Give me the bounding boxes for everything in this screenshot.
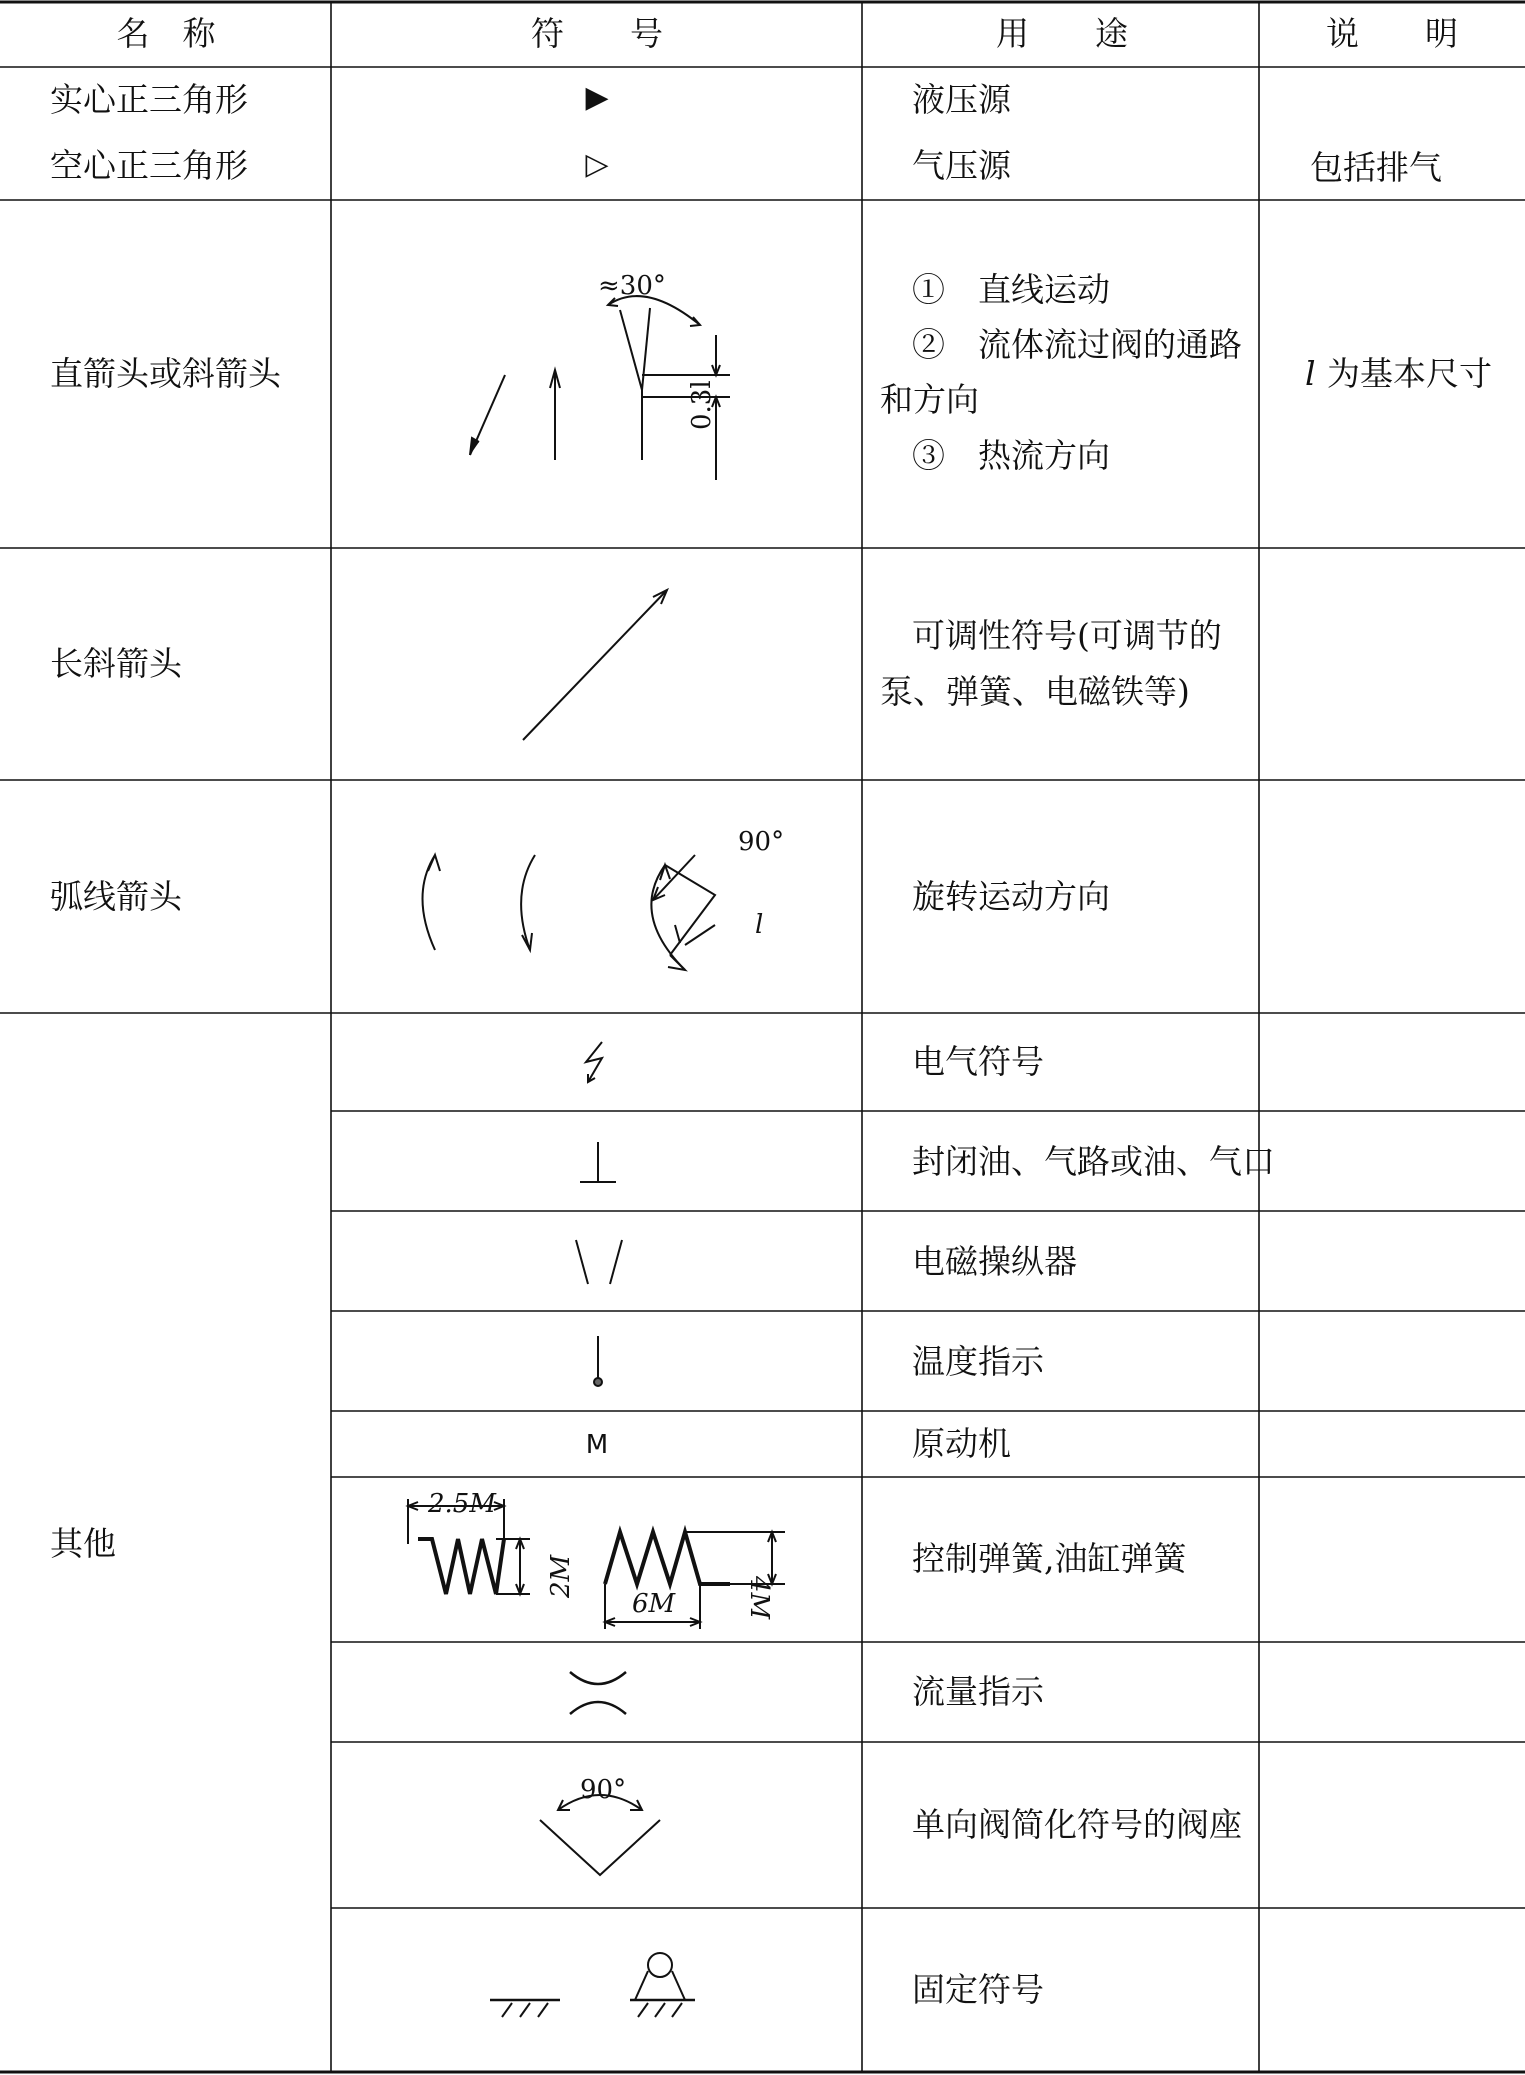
dimension-label: 0.3l — [687, 380, 717, 430]
dimension-label: 4M — [744, 1576, 774, 1620]
row-usage: 原动机 — [912, 1424, 1011, 1463]
flow-icon — [568, 1668, 628, 1718]
dimension-label: 2M — [546, 1554, 576, 1598]
usage-line: ③ 热流方向 — [912, 436, 1110, 475]
usage-line: ② 流体流过阀的通路 — [912, 325, 1242, 364]
dimension-label: 6M — [632, 1589, 676, 1619]
row-usage: 封闭油、气路或油、气口 — [912, 1142, 1275, 1181]
row-name: 直箭头或斜箭头 — [50, 354, 281, 393]
row-note: 包括排气 — [1310, 148, 1442, 187]
row-usage: 温度指示 — [912, 1342, 1044, 1381]
row-usage: 液压源 — [912, 80, 1011, 119]
row-name: 空心正三角形 — [50, 146, 248, 185]
header-usage: 用 途 — [996, 14, 1128, 53]
row-note: 为基本尺寸 — [1327, 354, 1492, 393]
electrical-icon — [580, 1040, 610, 1086]
closed-port-icon — [578, 1140, 618, 1186]
usage-line: ① 直线运动 — [912, 270, 1110, 309]
usage-line: 泵、弹簧、电磁铁等) — [880, 672, 1190, 711]
hollow-triangle-icon: ▷ — [585, 147, 609, 182]
dimension-label: 2.5M — [428, 1489, 496, 1519]
row-usage: 电磁操纵器 — [912, 1242, 1077, 1281]
solid-triangle-icon: ▶ — [585, 80, 609, 115]
row-usage: 单向阀简化符号的阀座 — [912, 1805, 1242, 1844]
row-usage: 固定符号 — [912, 1970, 1044, 2009]
header-symbol: 符 号 — [531, 14, 663, 53]
note-symbol: l — [1305, 354, 1316, 393]
thermometer-icon — [588, 1334, 608, 1390]
row-usage: 旋转运动方向 — [912, 877, 1110, 916]
fixed-icon — [480, 1945, 720, 2025]
row-usage: 控制弹簧,油缸弹簧 — [912, 1539, 1187, 1578]
row-usage: 流量指示 — [912, 1672, 1044, 1711]
row-usage: 气压源 — [912, 146, 1011, 185]
header-note: 说 明 — [1326, 14, 1458, 53]
motor-icon: M — [585, 1430, 609, 1460]
length-label: l — [755, 910, 764, 940]
group-name: 其他 — [50, 1524, 116, 1563]
usage-line: 可调性符号(可调节的 — [912, 616, 1222, 655]
header-name: 名 称 — [116, 14, 216, 53]
long-arrow-icon — [515, 585, 675, 745]
row-usage: 电气符号 — [912, 1042, 1044, 1081]
solenoid-icon — [572, 1236, 626, 1288]
row-name: 弧线箭头 — [50, 877, 182, 916]
angle-label: ≈30° — [598, 271, 666, 301]
angle-label: 90° — [738, 827, 785, 857]
arc-arrow-icon — [400, 815, 760, 995]
usage-line: 和方向 — [880, 380, 979, 419]
angle-label: 90° — [580, 1775, 627, 1805]
row-name: 实心正三角形 — [50, 80, 248, 119]
row-name: 长斜箭头 — [50, 644, 182, 683]
